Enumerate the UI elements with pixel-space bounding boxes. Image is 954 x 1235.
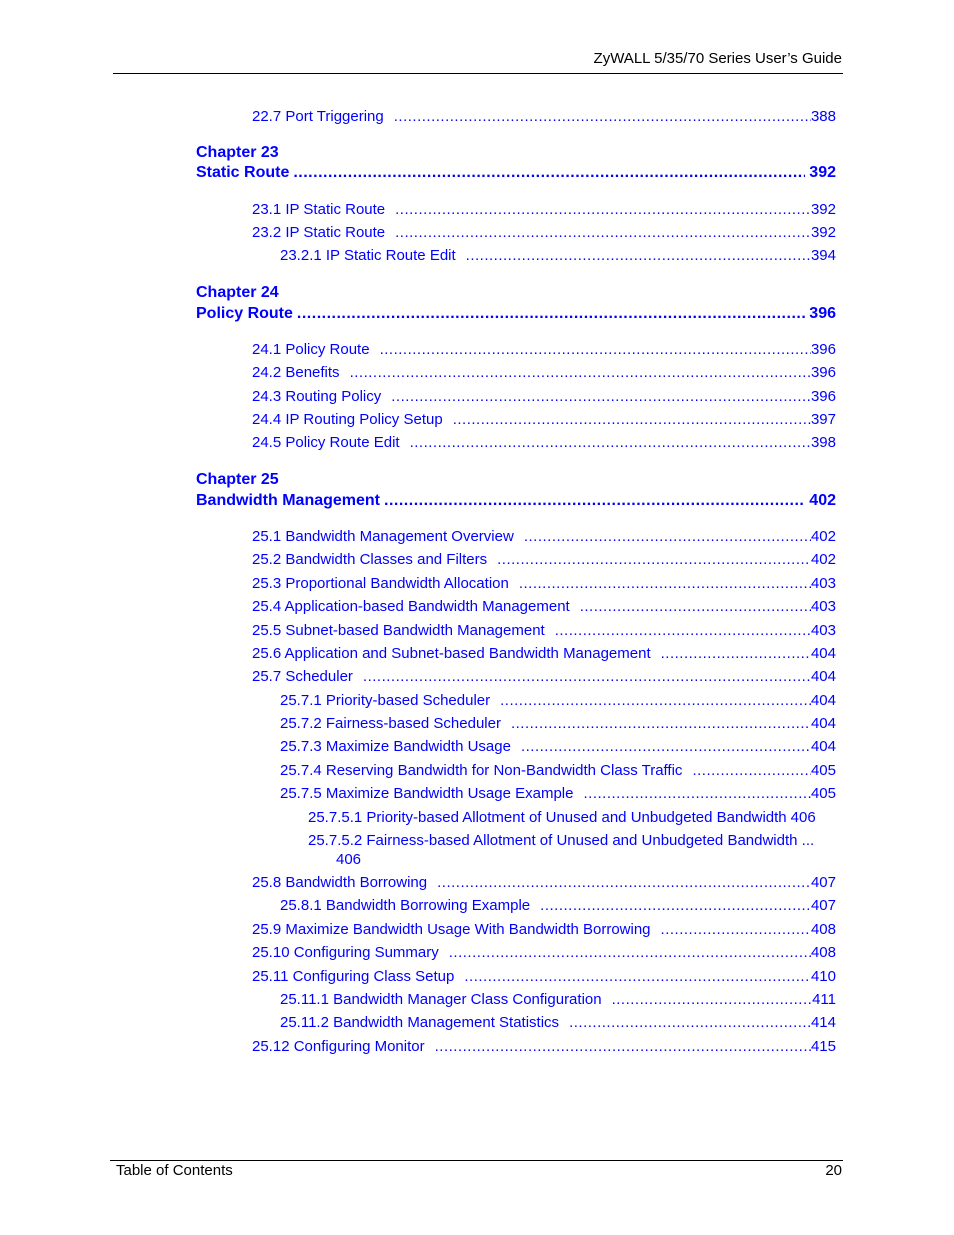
toc-page-number: 404 [810, 715, 836, 732]
toc-page-number: 403 [810, 575, 836, 592]
dot-leader [384, 491, 805, 511]
dot-leader [395, 200, 811, 220]
toc-page-number: 392 [810, 201, 836, 218]
chapter-page-number: 396 [809, 305, 836, 322]
toc-page-number: 396 [810, 388, 836, 405]
toc-entry[interactable] [252, 943, 836, 963]
chapter-label[interactable]: Chapter 24 [196, 284, 279, 301]
toc-page-number: 415 [810, 1038, 836, 1055]
dot-leader [511, 714, 811, 734]
toc-page-number: 403 [810, 598, 836, 615]
dot-leader [435, 1037, 811, 1057]
dot-leader [497, 550, 811, 570]
toc-entry[interactable] [252, 597, 836, 617]
chapter-label[interactable]: Chapter 25 [196, 471, 279, 488]
dot-leader [661, 920, 811, 940]
toc-entry-title: 25.11.2 Bandwidth Management Statistics [280, 1014, 560, 1031]
toc-page-number: 410 [810, 968, 836, 985]
toc-entry-title: 24.4 IP Routing Policy Setup [252, 411, 443, 428]
toc-page-number: 403 [810, 622, 836, 639]
toc-entry[interactable] [280, 990, 836, 1010]
toc-page-number: 404 [810, 668, 836, 685]
toc-entry-title: 23.1 IP Static Route [252, 201, 386, 218]
dot-leader [437, 873, 811, 893]
header-divider [113, 73, 843, 74]
chapter-entry[interactable] [196, 491, 836, 511]
toc-page-number: 394 [810, 247, 836, 264]
toc-entry-title: 25.7 Scheduler [252, 668, 353, 685]
footer-section-label: Table of Contents [116, 1162, 233, 1179]
dot-leader [569, 1013, 811, 1033]
toc-entry[interactable] [252, 223, 836, 243]
dot-leader [464, 967, 811, 987]
toc-entry[interactable] [252, 387, 836, 407]
toc-entry-title: 23.2 IP Static Route [252, 224, 386, 241]
toc-entry-title: 24.5 Policy Route Edit [252, 434, 400, 451]
toc-entry-title: 25.7.5.2 Fairness-based Allotment of Unused and Unbudgeted Bandwidth ... [308, 832, 815, 849]
toc-entry-title: 25.6 Application and Subnet-based Bandwidth Management [252, 645, 651, 662]
dot-leader [580, 597, 811, 617]
toc-entry-title: 25.11 Configuring Class Setup [252, 968, 455, 985]
toc-entry[interactable] [280, 784, 836, 804]
toc-entry[interactable] [252, 1037, 836, 1057]
toc-entry[interactable] [280, 691, 836, 711]
dot-leader [297, 304, 805, 324]
toc-entry[interactable] [280, 246, 836, 266]
toc-entry-title: 25.7.1 Priority-based Scheduler [280, 692, 491, 709]
toc-entry-title: 25.2 Bandwidth Classes and Filters [252, 551, 488, 568]
dot-leader [363, 667, 811, 687]
toc-page-number: 396 [810, 341, 836, 358]
dot-leader [583, 784, 810, 804]
toc-page-number: 404 [810, 645, 836, 662]
dot-leader [391, 387, 811, 407]
dot-leader [500, 691, 811, 711]
dot-leader [540, 896, 811, 916]
toc-entry-title: 25.1 Bandwidth Management Overview [252, 528, 514, 545]
toc-entry[interactable] [252, 667, 836, 687]
toc-page-number: 404 [810, 738, 836, 755]
toc-page-number: 408 [810, 944, 836, 961]
dot-leader [466, 246, 811, 266]
toc-page-number: 405 [810, 785, 836, 802]
toc-page-number: 388 [810, 108, 836, 125]
toc-entry[interactable] [252, 621, 836, 641]
toc-entry-title: 25.11.1 Bandwidth Manager Class Configuration [280, 991, 602, 1008]
toc-entry[interactable] [308, 831, 836, 851]
toc-page-number: 404 [810, 692, 836, 709]
toc-entry-title: 24.1 Policy Route [252, 341, 370, 358]
toc-page-number: 402 [810, 551, 836, 568]
dot-leader [293, 163, 805, 183]
toc-entry-title: 25.7.5.1 Priority-based Allotment of Unused and Unbudgeted Bandwidth [308, 809, 787, 826]
toc-entry[interactable] [280, 761, 836, 781]
toc-entry[interactable] [252, 967, 836, 987]
toc-entry-title: 25.7.2 Fairness-based Scheduler [280, 715, 501, 732]
dot-leader [350, 363, 811, 383]
toc-page-number: 402 [810, 528, 836, 545]
dot-leader [692, 761, 811, 781]
dot-leader [395, 223, 811, 243]
toc-entry[interactable] [252, 363, 836, 383]
toc-entry[interactable] [252, 920, 836, 940]
chapter-title: Policy Route [196, 305, 293, 322]
toc-entry[interactable] [252, 410, 836, 430]
toc-page-number: 406 [790, 809, 816, 826]
toc-entry[interactable] [252, 107, 836, 127]
toc-entry[interactable] [280, 896, 836, 916]
toc-page-number: 405 [810, 762, 836, 779]
footer-divider [110, 1160, 843, 1161]
toc-entry[interactable] [252, 527, 836, 547]
dot-leader [519, 574, 811, 594]
toc-entry[interactable] [252, 873, 836, 893]
dot-leader [524, 527, 811, 547]
toc-entry[interactable] [280, 1013, 836, 1033]
dot-leader [394, 107, 811, 127]
toc-page-number: 408 [810, 921, 836, 938]
toc-entry[interactable] [308, 808, 836, 828]
toc-entry-title: 25.10 Configuring Summary [252, 944, 439, 961]
dot-leader [612, 990, 812, 1010]
toc-page-number: 414 [810, 1014, 836, 1031]
dot-leader [555, 621, 811, 641]
toc-entry[interactable] [252, 644, 836, 664]
toc-entry-title: 25.9 Maximize Bandwidth Usage With Bandwidth Borrowing [252, 921, 651, 938]
toc-entry-title: 24.2 Benefits [252, 364, 340, 381]
footer-page-number: 20 [825, 1162, 842, 1179]
toc-entry-title: 22.7 Port Triggering [252, 108, 384, 125]
chapter-title: Bandwidth Management [196, 492, 381, 509]
guide-title: ZyWALL 5/35/70 Series User’s Guide [593, 50, 842, 67]
toc-entry[interactable] [252, 550, 836, 570]
toc-entry-title: 25.5 Subnet-based Bandwidth Management [252, 622, 545, 639]
toc-entry-title: 24.3 Routing Policy [252, 388, 382, 405]
toc-entry[interactable] [280, 737, 836, 757]
chapter-page-number: 392 [809, 164, 836, 181]
toc-page-number: 407 [810, 874, 836, 891]
toc-page-number: 398 [810, 434, 836, 451]
chapter-label[interactable]: Chapter 23 [196, 144, 279, 161]
toc-entry-title: 25.12 Configuring Monitor [252, 1038, 425, 1055]
dot-leader [410, 433, 811, 453]
toc-page-number: 406 [336, 851, 362, 868]
dot-leader [661, 644, 811, 664]
toc-entry[interactable] [252, 574, 836, 594]
toc-entry-title: 23.2.1 IP Static Route Edit [280, 247, 456, 264]
toc-page-number: 407 [810, 897, 836, 914]
toc-entry-title: 25.4 Application-based Bandwidth Management [252, 598, 570, 615]
toc-entry-title: 25.7.3 Maximize Bandwidth Usage [280, 738, 511, 755]
toc-page-number: 396 [810, 364, 836, 381]
toc-page-number: 397 [810, 411, 836, 428]
chapter-page-number: 402 [809, 492, 836, 509]
toc-entry[interactable] [252, 433, 836, 453]
toc-entry-title: 25.7.4 Reserving Bandwidth for Non-Bandwidth Class Traffic [280, 762, 683, 779]
toc-entry-title: 25.7.5 Maximize Bandwidth Usage Example [280, 785, 574, 802]
toc-page-number: 411 [812, 991, 836, 1008]
dot-leader [453, 410, 811, 430]
chapter-title: Static Route [196, 164, 290, 181]
dot-leader [380, 340, 811, 360]
toc-entry[interactable] [280, 714, 836, 734]
dot-leader [449, 943, 811, 963]
toc-entry-title: 25.8 Bandwidth Borrowing [252, 874, 428, 891]
toc-entry-title: 25.3 Proportional Bandwidth Allocation [252, 575, 509, 592]
toc-entry[interactable] [252, 340, 836, 360]
dot-leader [521, 737, 811, 757]
chapter-entry[interactable] [196, 304, 836, 324]
chapter-entry[interactable] [196, 163, 836, 183]
toc-entry-continuation[interactable] [336, 850, 436, 870]
toc-entry-title: 25.8.1 Bandwidth Borrowing Example [280, 897, 531, 914]
toc-page-number: 392 [810, 224, 836, 241]
toc-entry[interactable] [252, 200, 836, 220]
